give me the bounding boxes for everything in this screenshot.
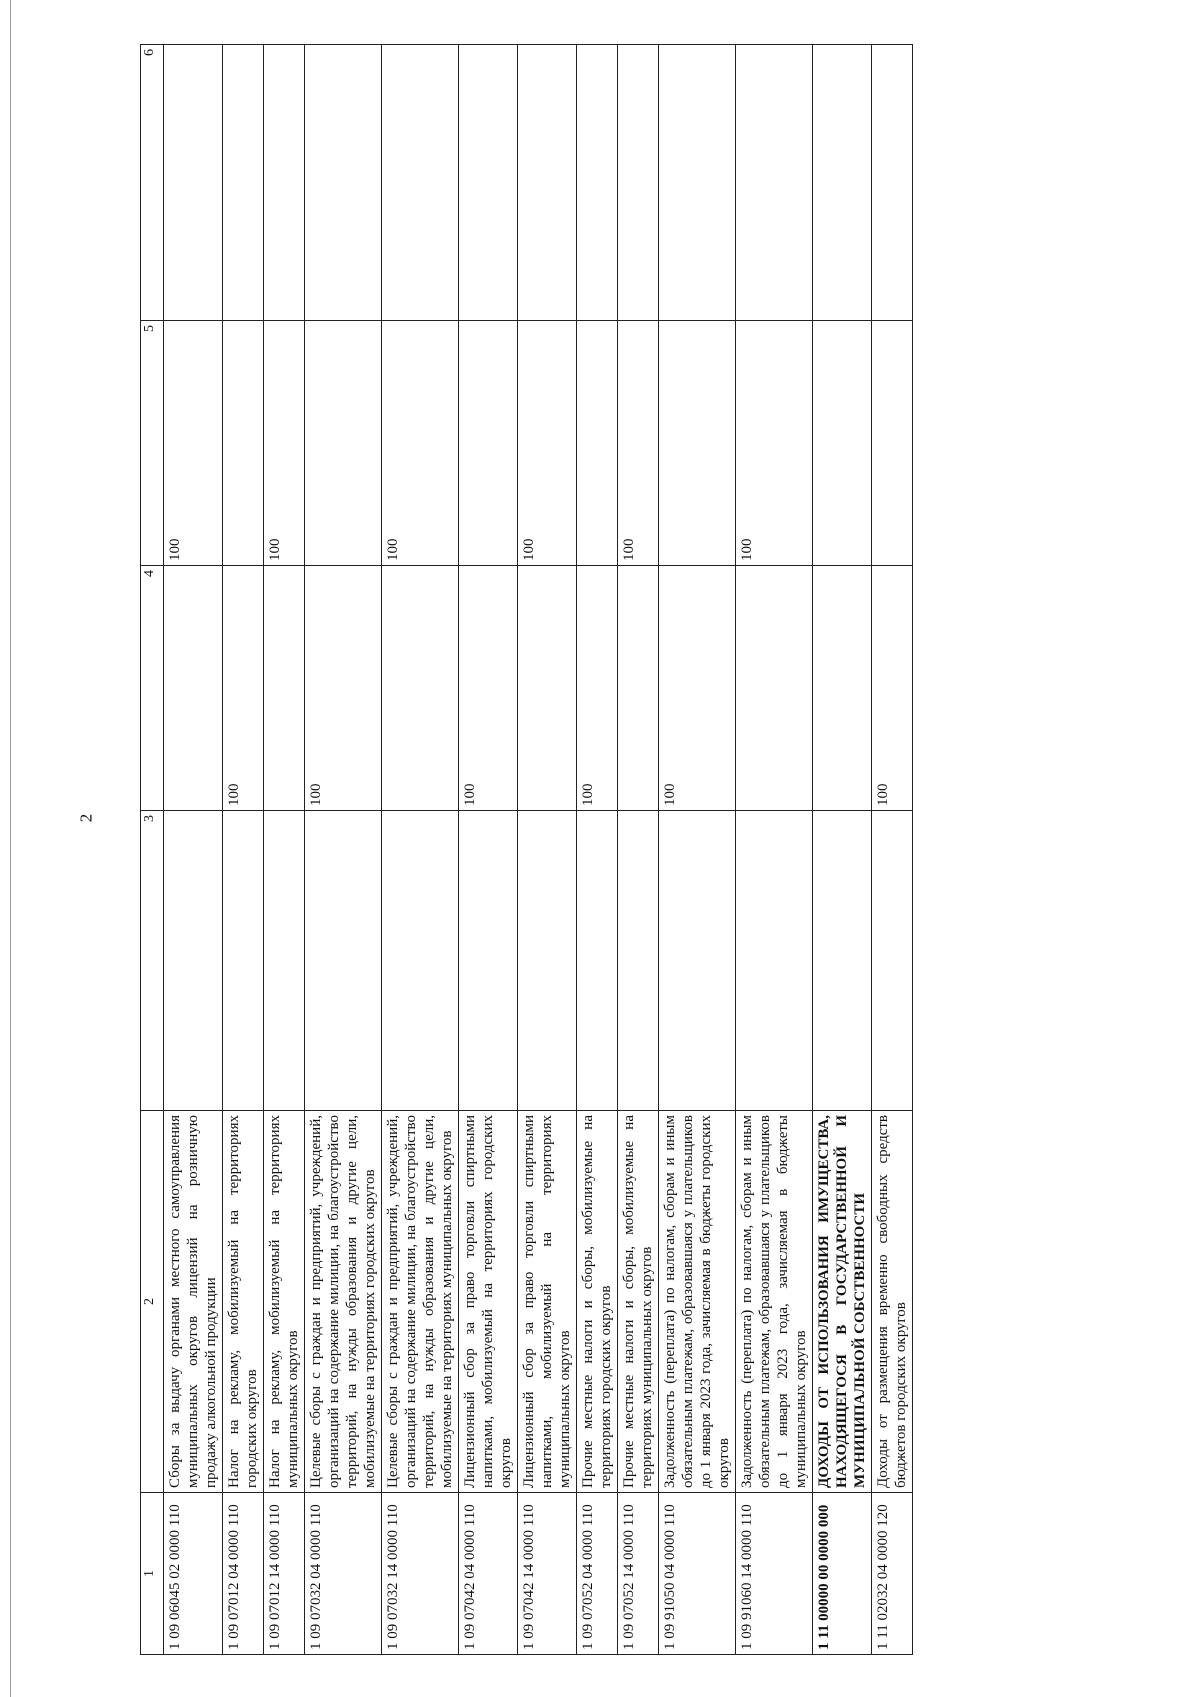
row-code-cell: 1 11 02032 04 0000 120 [872, 1493, 913, 1655]
header-cell-3: 3 [141, 811, 164, 1111]
table-body [141, 45, 913, 1655]
row-col6-cell [164, 45, 223, 321]
row-col3-cell [736, 811, 813, 1111]
row-col6-cell [382, 45, 459, 321]
row-col4-cell: 100 [872, 566, 913, 811]
table-row [577, 45, 618, 1655]
row-col6-cell [618, 45, 659, 321]
row-code-cell: 1 09 91060 14 0000 110 [736, 1493, 813, 1655]
rotated-table-area [140, 45, 1080, 1655]
table-row [659, 45, 736, 1655]
row-col6-cell [736, 45, 813, 321]
row-col6-cell [872, 45, 913, 321]
row-code-cell: 1 09 07052 14 0000 110 [618, 1493, 659, 1655]
row-col6-cell [223, 45, 264, 321]
row-col5-cell [305, 321, 382, 566]
table-row [518, 45, 577, 1655]
row-col5-cell: 100 [164, 321, 223, 566]
row-col5-cell [459, 321, 518, 566]
header-cell-5: 5 [141, 321, 164, 566]
row-col5-cell: 100 [382, 321, 459, 566]
table-row [382, 45, 459, 1655]
row-code-cell: 1 09 07032 14 0000 110 [382, 1493, 459, 1655]
row-col4-cell: 100 [223, 566, 264, 811]
row-col4-cell [736, 566, 813, 811]
row-col3-cell [618, 811, 659, 1111]
row-name-cell: Сборы за выдачу органами местного самоуправления муниципальных округов лицензий на розничную продажу алкогольной продукции [164, 1111, 223, 1493]
row-col3-cell [164, 811, 223, 1111]
scan-left-edge-line [10, 0, 11, 1697]
row-code-cell: 1 09 07042 14 0000 110 [518, 1493, 577, 1655]
header-cell-4: 4 [141, 566, 164, 811]
header-cell-2: 2 [141, 1111, 164, 1493]
row-col3-cell [264, 811, 305, 1111]
row-col5-cell: 100 [736, 321, 813, 566]
row-col5-cell [813, 321, 872, 566]
row-col4-cell [618, 566, 659, 811]
row-col6-cell [659, 45, 736, 321]
row-col4-cell: 100 [659, 566, 736, 811]
table-row [459, 45, 518, 1655]
table-row [264, 45, 305, 1655]
row-col3-cell [459, 811, 518, 1111]
row-name-cell: Лицензионный сбор за право торговли спиртными напитками, мобилизуемый на территориях городских округов [459, 1111, 518, 1493]
row-col6-cell [813, 45, 872, 321]
table-header-row [141, 45, 164, 1655]
table-row [305, 45, 382, 1655]
row-code-cell: 1 09 07032 04 0000 110 [305, 1493, 382, 1655]
row-col5-cell [577, 321, 618, 566]
row-col6-cell [264, 45, 305, 321]
row-col5-cell [872, 321, 913, 566]
table-row [618, 45, 659, 1655]
row-col4-cell [164, 566, 223, 811]
row-col5-cell: 100 [518, 321, 577, 566]
row-col4-cell: 100 [305, 566, 382, 811]
row-col5-cell [223, 321, 264, 566]
row-code-cell: 1 09 07012 04 0000 110 [223, 1493, 264, 1655]
row-code-cell: 1 09 07052 04 0000 110 [577, 1493, 618, 1655]
table-row [872, 45, 913, 1655]
row-col5-cell [659, 321, 736, 566]
row-code-cell: 1 09 06045 02 0000 110 [164, 1493, 223, 1655]
row-name-cell: Доходы от размещения временно свободных средств бюджетов городских округов [872, 1111, 913, 1493]
row-code-cell: 1 09 91050 04 0000 110 [659, 1493, 736, 1655]
row-code-cell: 1 09 07042 04 0000 110 [459, 1493, 518, 1655]
row-col3-cell [577, 811, 618, 1111]
header-cell-1: 1 [141, 1493, 164, 1655]
row-col3-cell [872, 811, 913, 1111]
table-row [164, 45, 223, 1655]
row-col4-cell [382, 566, 459, 811]
row-col5-cell: 100 [618, 321, 659, 566]
row-name-cell: Налог на рекламу, мобилизуемый на территориях муниципальных округов [264, 1111, 305, 1493]
table-row [813, 45, 872, 1655]
row-col4-cell [813, 566, 872, 811]
table-row [736, 45, 813, 1655]
row-col5-cell: 100 [264, 321, 305, 566]
row-col3-cell [813, 811, 872, 1111]
row-name-cell: Задолженность (переплата) по налогам, сборам и иным обязательным платежам, образовавшаяся у плательщиков до 1 января 2023 года, зачисляемая в бюджеты городских округов [659, 1111, 736, 1493]
row-name-cell: ДОХОДЫ ОТ ИСПОЛЬЗОВАНИЯ ИМУЩЕСТВА, НАХОДЯЩЕГОСЯ В ГОСУДАРСТВЕННОЙ И МУНИЦИПАЛЬНОЙ СОБСТВЕННОСТИ [813, 1111, 872, 1493]
row-col3-cell [659, 811, 736, 1111]
row-code-cell: 1 11 00000 00 0000 000 [813, 1493, 872, 1655]
row-name-cell: Задолженность (переплата) по налогам, сборам и иным обязательным платежам, образовавшаяся у плательщиков до 1 января 2023 года, зачисляемая в бюджеты муниципальных округов [736, 1111, 813, 1493]
row-col4-cell [518, 566, 577, 811]
row-name-cell: Целевые сборы с граждан и предприятий, учреждений, организаций на содержание милиции, на благоустройство территорий, на нужды образования и другие цели, мобилизуемые на территориях муниципальных округов [382, 1111, 459, 1493]
table-row [223, 45, 264, 1655]
row-col4-cell: 100 [459, 566, 518, 811]
row-name-cell: Прочие местные налоги и сборы, мобилизуемые на территориях муниципальных округов [618, 1111, 659, 1493]
row-code-cell: 1 09 07012 14 0000 110 [264, 1493, 305, 1655]
header-cell-6: 6 [141, 45, 164, 321]
row-col3-cell [223, 811, 264, 1111]
row-col6-cell [459, 45, 518, 321]
row-col3-cell [518, 811, 577, 1111]
row-col4-cell: 100 [577, 566, 618, 811]
revenue-distribution-table [140, 44, 913, 1655]
row-col3-cell [382, 811, 459, 1111]
row-name-cell: Прочие местные налоги и сборы, мобилизуемые на территориях городских округов [577, 1111, 618, 1493]
row-name-cell: Целевые сборы с граждан и предприятий, учреждений, организаций на содержание милиции, на благоустройство территорий, на нужды образования и другие цели, мобилизуемые на территориях городских округов [305, 1111, 382, 1493]
row-name-cell: Налог на рекламу, мобилизуемый на территориях городских округов [223, 1111, 264, 1493]
row-col4-cell [264, 566, 305, 811]
page-number: 2 [76, 813, 96, 823]
row-col6-cell [518, 45, 577, 321]
row-col6-cell [577, 45, 618, 321]
row-col3-cell [305, 811, 382, 1111]
row-name-cell: Лицензионный сбор за право торговли спиртными напитками, мобилизуемый на территориях муниципальных округов [518, 1111, 577, 1493]
row-col6-cell [305, 45, 382, 321]
